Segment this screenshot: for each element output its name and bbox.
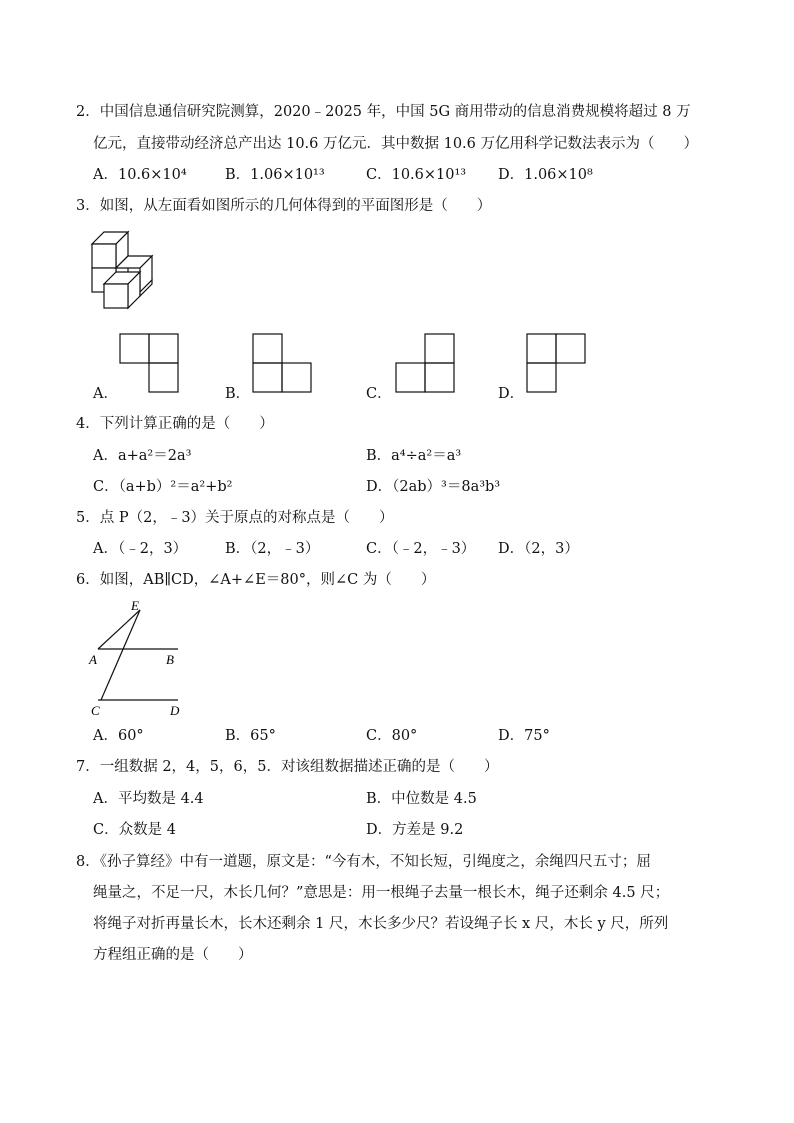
q4-option-d: D．（2ab）³＝8a³b³ (366, 479, 501, 495)
q6-label-e: E (131, 598, 139, 613)
q7-option-a: A．平均数是 4.4 (93, 791, 204, 807)
q2-option-b: B．1.06×10¹³ (225, 167, 325, 183)
q2-line1: 2．中国信息通信研究院测算，2020﹣2025 年，中国 5G 商用带动的信息消费规模将超过 8 万 (76, 104, 691, 120)
q8-line3: 将绳子对折再量长木，长木还剩余 1 尺，木长多少尺？若设绳子长 x 尺，木长 y 尺，所列 (93, 916, 669, 932)
q6-label-b: B (166, 652, 174, 667)
q3-option-a-figure (119, 333, 181, 395)
q6-parallel-lines-figure (86, 598, 186, 718)
q6-stem: 6．如图，AB∥CD，∠A+∠E＝80°，则∠C 为（ ） (76, 572, 436, 588)
q6-label-c: C (91, 703, 100, 718)
q2-option-c: C．10.6×10¹³ (366, 167, 467, 183)
q6-label-a: A (89, 652, 97, 667)
q3-option-a-label: A． (93, 386, 118, 402)
q4-stem: 4．下列计算正确的是（ ） (76, 416, 274, 432)
q3-option-d-figure (526, 333, 588, 395)
q2-option-a: A．10.6×10⁴ (93, 167, 187, 183)
q7-option-d: D．方差是 9.2 (366, 822, 464, 838)
q5-stem: 5．点 P（2，﹣3）关于原点的对称点是（ ） (76, 510, 394, 526)
q3-option-b-figure (252, 333, 314, 395)
q5-option-d: D．（2，3） (498, 541, 579, 557)
q2-option-d: D．1.06×10⁸ (498, 167, 593, 183)
q3-stem: 3．如图，从左面看如图所示的几何体得到的平面图形是（ ） (76, 198, 492, 214)
q3-option-c-label: C． (366, 386, 392, 402)
q5-option-b: B．（2，﹣3） (225, 541, 320, 557)
q2-line2: 亿元，直接带动经济总产出达 10.6 万亿元．其中数据 10.6 万亿用科学记数法表示为（ ） (93, 136, 699, 152)
q7-option-b: B．中位数是 4.5 (366, 791, 477, 807)
q4-option-a: A．a+a²＝2a³ (93, 448, 192, 464)
q6-option-c: C．80° (366, 728, 418, 744)
q4-option-b: B．a⁴÷a²＝a³ (366, 448, 462, 464)
q3-option-b-label: B． (225, 386, 251, 402)
q4-option-c: C．（a+b）²＝a²+b² (93, 479, 233, 495)
q6-option-a: A．60° (93, 728, 144, 744)
q6-option-d: D．75° (498, 728, 550, 744)
q6-option-b: B．65° (225, 728, 276, 744)
q5-option-c: C．（﹣2，﹣3） (366, 541, 476, 557)
q7-stem: 7．一组数据 2，4，5，6，5．对该组数据描述正确的是（ ） (76, 759, 499, 775)
q8-line1: 8．《孙子算经》中有一道题，原文是：“今有木，不知长短，引绳度之，余绳四尺五寸；屈 (76, 854, 651, 870)
q7-option-c: C．众数是 4 (93, 822, 176, 838)
q3-solid-figure (86, 226, 166, 316)
q8-line4: 方程组正确的是（ ） (93, 947, 253, 963)
q5-option-a: A．（﹣2，3） (93, 541, 188, 557)
q6-label-d: D (170, 703, 180, 718)
q3-option-c-figure (395, 333, 457, 395)
q8-line2: 绳量之，不足一尺，木长几何？”意思是：用一根绳子去量一根长木，绳子还剩余 4.5 尺； (93, 885, 670, 901)
q3-option-d-label: D． (498, 386, 525, 402)
